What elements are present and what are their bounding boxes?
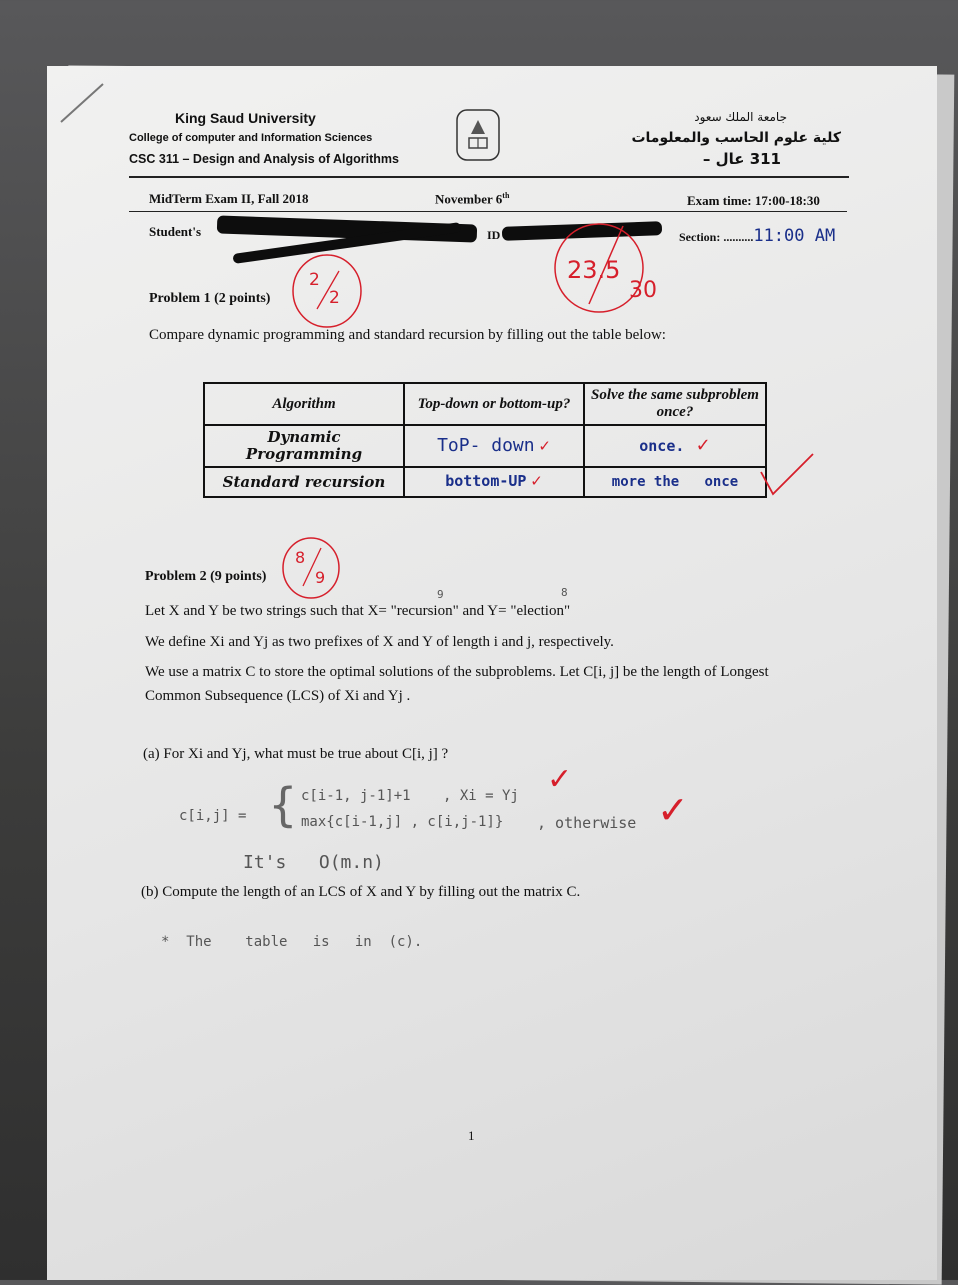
info-rule: [129, 211, 847, 212]
row2-direction: bottom-UP: [445, 472, 527, 490]
problem1-prompt: Compare dynamic programming and standard recursion by filling out the table below:: [149, 327, 666, 343]
university-name: King Saud University: [175, 110, 316, 126]
student-label: Student's: [149, 224, 202, 239]
exam-page: [47, 66, 937, 1280]
exam-date: November 6th: [435, 191, 510, 207]
answer-a-case2: max{c[i-1,j] , c[i,j-1]}: [301, 814, 504, 830]
seal-text: [449, 166, 450, 167]
id-label: ID: [487, 228, 501, 242]
p2-score-ring: [277, 534, 347, 604]
problem2-line2: We define Xi and Yj as two prefixes of X and Y of length i and j, respectively.: [145, 634, 614, 650]
total-max: 30: [629, 278, 657, 303]
exam-name: MidTerm Exam II, Fall 2018: [149, 191, 309, 206]
arabic-college: كلية علوم الحاسب والمعلومات: [631, 130, 841, 146]
university-seal: [449, 106, 507, 164]
check-icon: ✓: [530, 472, 543, 490]
p2-max: 9: [315, 568, 326, 587]
row2-direction-cell: [404, 467, 584, 497]
brace-glyph: {: [269, 778, 297, 832]
seal-icon: [449, 106, 507, 164]
answer-b-note: * The table is in (c).: [161, 934, 423, 950]
part-b-question: (b) Compute the length of an LCS of X and Y by filling out the matrix C.: [141, 884, 581, 900]
header-rule: [129, 176, 849, 178]
fold-mark: [57, 76, 107, 126]
answer-a-cond2: , otherwise: [537, 814, 637, 832]
answer-a-case1: c[i-1, j-1]+1: [301, 788, 411, 804]
row1-once: once.: [639, 436, 685, 455]
header-once: Solve the same subproblem once?: [584, 383, 766, 425]
row1-once-cell: [584, 425, 766, 467]
row1-direction-cell: [404, 425, 584, 467]
part-a-question: (a) For Xi and Yj, what must be true about C[i, j] ?: [143, 746, 449, 762]
problem1-title: Problem 1 (2 points): [149, 291, 271, 306]
p1-max: 2: [329, 288, 340, 308]
pencil-note-8: 8: [561, 586, 568, 599]
row1-algorithm: Dynamic Programming: [204, 425, 404, 467]
page-number: 1: [468, 1128, 475, 1143]
check-icon: ✓: [538, 436, 551, 455]
total-score: 23.5: [567, 256, 621, 284]
check-icon: ✓: [695, 434, 711, 456]
table-header-row: [204, 383, 766, 425]
problem2-title: Problem 2 (9 points): [145, 569, 267, 584]
check-icon: ✓: [547, 762, 573, 797]
row2-once: more the once: [611, 473, 739, 490]
exam-time: Exam time: 17:00-18:30: [687, 193, 820, 208]
complexity-note: It's O(m.n): [243, 852, 384, 873]
problem2-line4: Common Subsequence (LCS) of Xi and Yj .: [145, 688, 411, 704]
check-icon: ✓: [657, 788, 689, 832]
answer-a-cond1: , Xi = Yj: [443, 788, 519, 804]
problem2-line3: We use a matrix C to store the optimal solutions of the subproblems. Let C[i, j] be the length of Longest: [145, 664, 769, 680]
college-name: College of computer and Information Sciences: [129, 132, 373, 144]
header-direction: Top-down or bottom-up?: [404, 383, 584, 425]
arabic-course: 311 عال –: [702, 150, 781, 168]
row2-algorithm: Standard recursion: [204, 467, 404, 497]
check-icon: [757, 450, 817, 500]
section-value: 11:00 AM: [753, 226, 836, 246]
row1-direction: ToP- down: [437, 434, 535, 456]
answer-a-lhs: c[i,j] =: [179, 808, 247, 824]
section-field: Section: ..........11:00 AM: [679, 226, 836, 246]
row2-once-cell: [584, 467, 766, 497]
comparison-table: [203, 382, 767, 498]
pencil-note-9: 9: [437, 588, 444, 601]
problem2-line1: Let X and Y be two strings such that X= "recursion" and Y= "election": [145, 603, 571, 619]
p1-score: 2: [309, 270, 320, 290]
header-algorithm: Algorithm: [204, 383, 404, 425]
table-row: [204, 467, 766, 497]
arabic-university: جامعة الملك سعود: [694, 110, 787, 124]
table-row: [204, 425, 766, 467]
p2-score: 8: [295, 548, 306, 567]
course-title: CSC 311 – Design and Analysis of Algorithms: [129, 152, 399, 166]
